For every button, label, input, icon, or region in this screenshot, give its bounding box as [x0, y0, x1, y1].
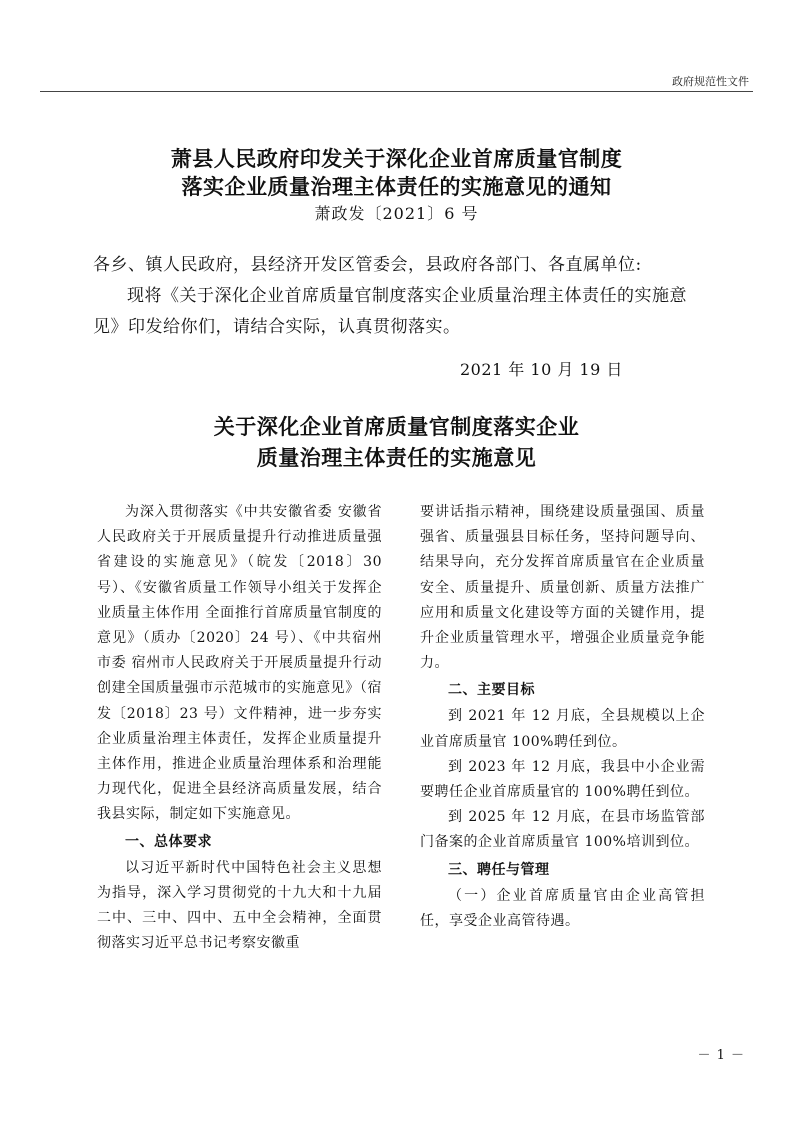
section3-heading: 三、聘任与管理: [448, 861, 550, 878]
document-type-tag: 政府规范性文件: [672, 75, 749, 88]
target-2021: 到 2021 年 12 月底，全县规模以上企业首席质量官 100%聘任到位。: [420, 708, 705, 750]
section1-body: 以习近平新时代中国特色社会主义思想为指导，深入学习贯彻党的十九大和十九届二中、三中、四中、五中全会精神，全面贯彻落实习近平总书记考察安徽重: [97, 859, 382, 952]
opinion-title-line2: 质量治理主体责任的实施意见: [256, 445, 537, 470]
section1-body-continued: 要讲话指示精神，围绕建设质量强国、质量强省、质量强县目标任务，坚持问题导向、结果导向，充分发挥首席质量官在企业质量安全、质量提升、质量创新、质量方法推广应用和质量文化建设等方面的关键作用，提升企业质量管理水平，增强企业质量竞争能力。: [420, 504, 705, 672]
notice-addressees: 各乡、镇人民政府，县经济开发区管委会，县政府各部门、各直属单位:: [93, 255, 642, 275]
left-column: [97, 500, 382, 956]
section1-heading: 一、总体要求: [125, 833, 212, 850]
target-2023: 到 2023 年 12 月底，我县中小企业需要聘任企业首席质量官的 100%聘任到位。: [420, 758, 705, 801]
section2-heading: 二、主要目标: [448, 682, 535, 699]
header-divider: [40, 91, 753, 92]
page-number: － 1 －: [697, 1048, 745, 1063]
right-column: [420, 500, 705, 934]
section3-item1: （一）企业首席质量官由企业高管担任，享受企业高管待遇。: [420, 887, 705, 929]
target-2025: 到 2025 年 12 月底，在县市场监管部门备案的企业首席质量官 100%培训到位。: [420, 809, 705, 851]
opinion-title-line1: 关于深化企业首席质量官制度落实企业: [213, 414, 580, 439]
notice-title-line2: 落实企业质量治理主体责任的实施意见的通知: [181, 174, 612, 199]
notice-date: 2021 年 10 月 19 日: [460, 360, 623, 379]
intro-paragraph: 为深入贯彻落实《中共安徽省委 安徽省人民政府关于开展质量提升行动推进质量强省建设的实施意见》（皖发〔2018〕30 号）、《安徽省质量工作领导小组关于发挥企业质量主体作用 全面推行首席质量官制度的意见》（质办〔2020〕24 号）、《中共宿州市委 宿州市人民政府关于开展质量提升行动创建全国质量强市示范城市的实施意见》（宿发〔2018〕23 号）文件精神，进一步夯实企业质量治理主体责任，发挥企业质量提升主体作用，推进企业质量治理体系和治理能力现代化，促进全县经济高质量发展，结合我县实际，制定如下实施意见。: [97, 504, 382, 823]
notice-title-line1: 萧县人民政府印发关于深化企业首席质量官制度: [170, 146, 623, 171]
opinion-title: [0, 411, 793, 473]
notice-body: 现将《关于深化企业首席质量官制度落实企业质量治理主体责任的实施意见》印发给你们，请结合实际，认真贯彻落实。: [93, 286, 687, 337]
document-number: 萧政发〔2021〕6 号: [314, 204, 479, 223]
